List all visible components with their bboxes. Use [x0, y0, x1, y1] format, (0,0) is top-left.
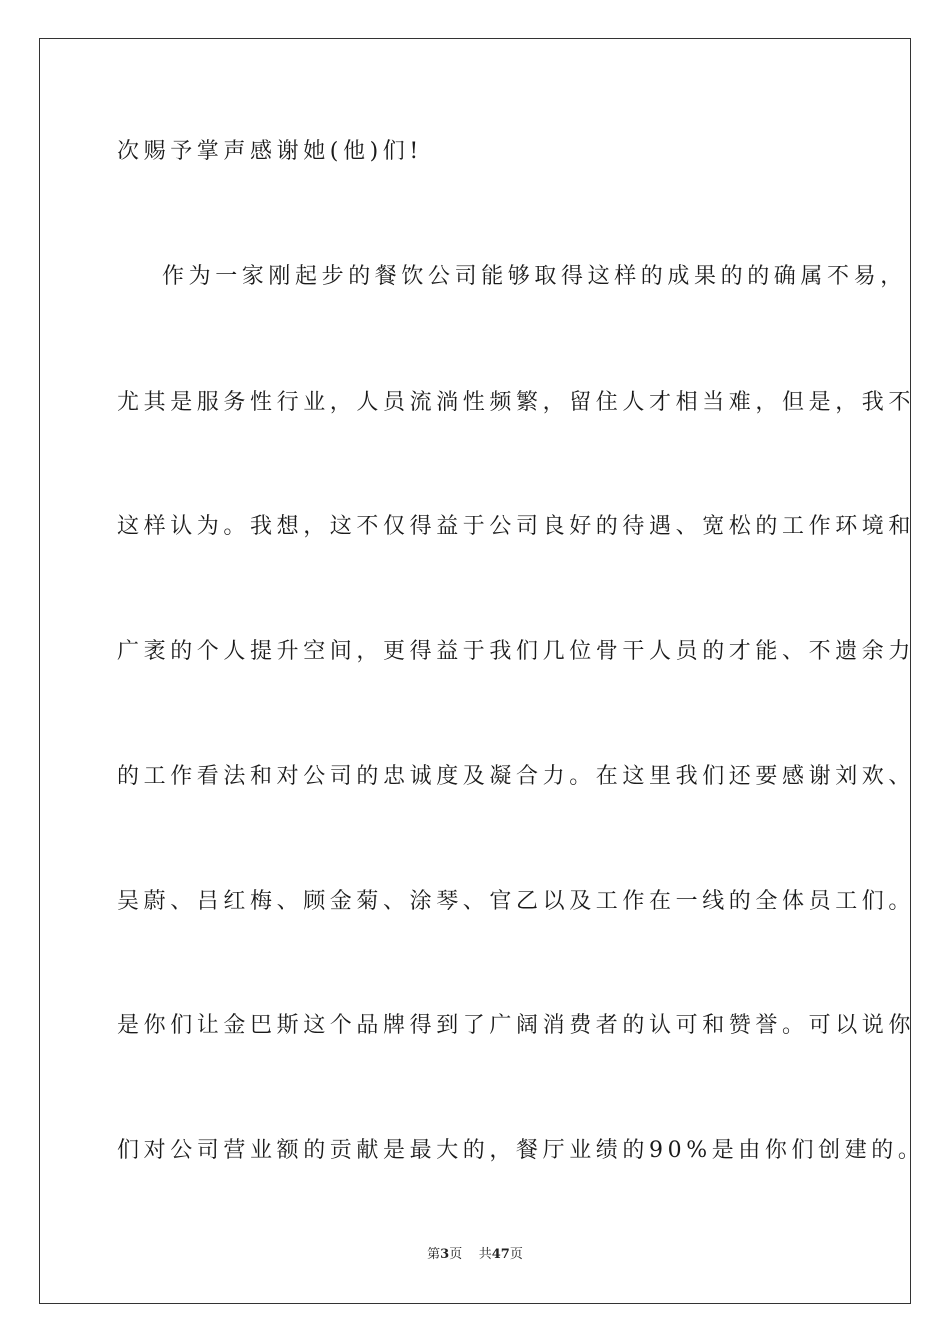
- text-line-9: 们对公司营业额的贡献是最大的，餐厅业绩的90%是由你们创建的。: [117, 1138, 925, 1163]
- text-line-4: 这样认为。我想，这不仅得益于公司良好的待遇、宽松的工作环境和: [117, 514, 916, 539]
- total-prefix: 共: [478, 1247, 492, 1262]
- page-frame: [39, 38, 925, 1304]
- page-suffix: 页: [449, 1247, 463, 1262]
- total-suffix: 页: [509, 1247, 523, 1262]
- text-line-1: 次赐予掌声感谢她(他)们!: [117, 139, 423, 164]
- text-line-6: 的工作看法和对公司的忠诚度及凝合力。在这里我们还要感谢刘欢、: [117, 764, 916, 789]
- page-number: 3: [440, 1247, 450, 1262]
- text-line-5: 广袤的个人提升空间，更得益于我们几位骨干人员的才能、不遗余力: [117, 639, 916, 664]
- total-pages: 47: [491, 1247, 510, 1262]
- text-line-3: 尤其是服务性行业，人员流淌性频繁，留住人才相当难，但是，我不: [117, 390, 916, 415]
- text-line-7: 吴蔚、吕红梅、顾金菊、涂琴、官乙以及工作在一线的全体员工们。: [117, 889, 916, 914]
- text-line-8: 是你们让金巴斯这个品牌得到了广阔消费者的认可和赞誉。可以说你: [117, 1013, 916, 1038]
- page-prefix: 第: [427, 1247, 441, 1262]
- page-footer: [0, 1246, 950, 1264]
- text-line-2: 作为一家刚起步的餐饮公司能够取得这样的成果的的确属不易，: [162, 264, 907, 289]
